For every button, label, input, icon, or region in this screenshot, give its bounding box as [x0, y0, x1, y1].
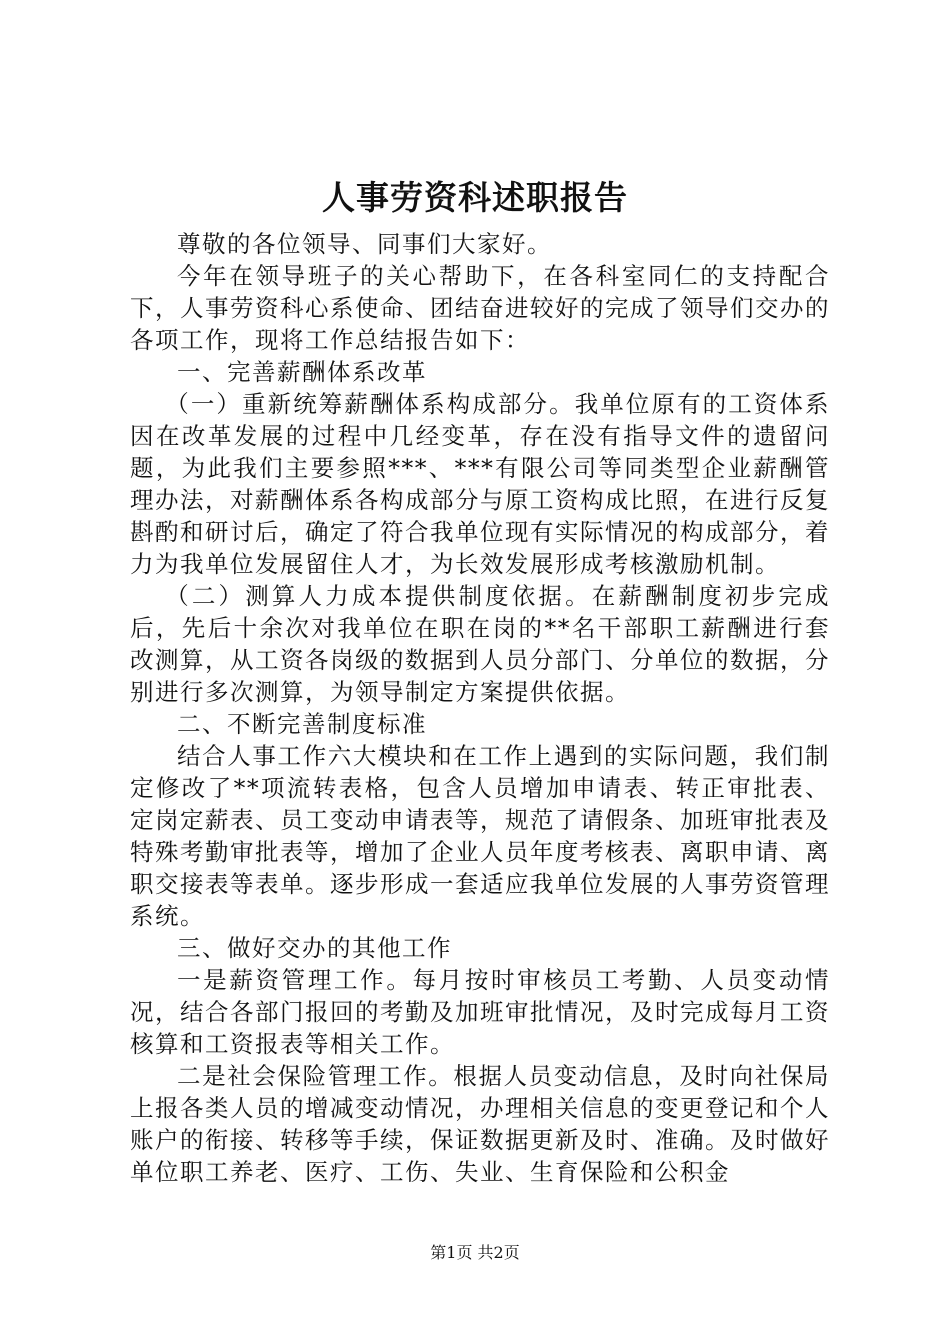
page-number-footer: 第1页 共2页 [430, 1243, 520, 1262]
document-title: 人事劳资科述职报告 [322, 178, 628, 217]
section-heading-2: 二、不断完善制度标准 [177, 710, 427, 738]
section-heading-3: 三、做好交办的其他工作 [177, 934, 452, 962]
paragraph-greeting: 尊敬的各位领导、同事们大家好。 [177, 230, 552, 258]
paragraph-3-1: 一是薪资管理工作。每月按时审核员工考勤、人员变动情况，结合各部门报回的考勤及加班审批情况，及时完成每月工资核算和工资报表等相关工作。 [130, 966, 830, 1058]
paragraph-2: 结合人事工作六大模块和在工作上遇到的实际问题，我们制定修改了**项流转表格，包含人员增加申请表、转正审批表、定岗定薪表、员工变动申请表等，规范了请假条、加班审批表及特殊考勤审批表等，增加了企业人员年度考核表、离职申请、离职交接表等表单。逐步形成一套适应我单位发展的人事劳资管理系统。 [130, 742, 830, 930]
document-body [130, 228, 830, 1188]
paragraph-1-2: （二）测算人力成本提供制度依据。在薪酬制度初步完成后，先后十余次对我单位在职在岗的**名干部职工薪酬进行套改测算，从工资各岗级的数据到人员分部门、分单位的数据，分别进行多次测算，为领导制定方案提供依据。 [130, 582, 830, 706]
paragraph-3-2: 二是社会保险管理工作。根据人员变动信息，及时向社保局上报各类人员的增减变动情况，办理相关信息的变更登记和个人账户的衔接、转移等手续，保证数据更新及时、准确。及时做好单位职工养老、医疗、工伤、失业、生育保险和公积金 [130, 1062, 830, 1186]
paragraph-intro: 今年在领导班子的关心帮助下，在各科室同仁的支持配合下，人事劳资科心系使命、团结奋进较好的完成了领导们交办的各项工作，现将工作总结报告如下： [130, 262, 830, 354]
paragraph-1-1: （一）重新统筹薪酬体系构成部分。我单位原有的工资体系因在改革发展的过程中几经变革，存在没有指导文件的遗留问题，为此我们主要参照***、***有限公司等同类型企业薪酬管理办法，对薪酬体系各构成部分与原工资构成比照，在进行反复斟酌和研讨后，确定了符合我单位现有实际情况的构成部分，着力为我单位发展留住人才，为长效发展形成考核激励机制。 [130, 390, 830, 578]
section-heading-1: 一、完善薪酬体系改革 [177, 358, 427, 386]
